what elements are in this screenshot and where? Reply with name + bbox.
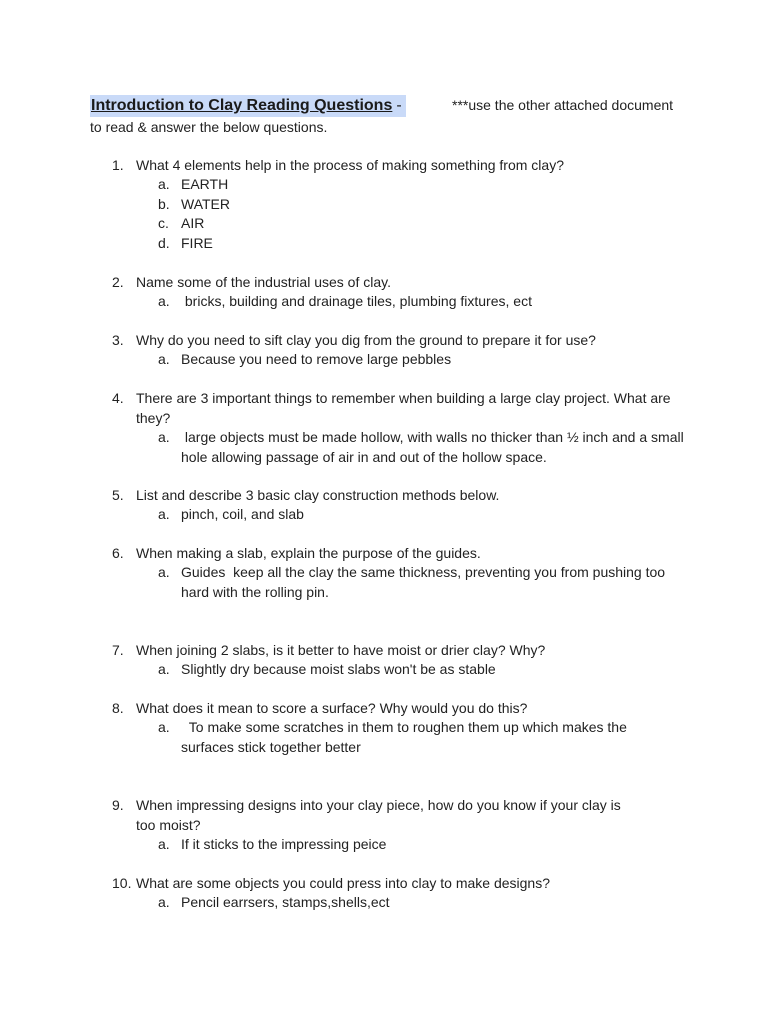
question-item [112,699,702,719]
answer-text: EARTH [181,176,229,192]
question-number: 4. [112,390,124,406]
question-number: 7. [112,642,124,658]
answer-item [158,428,686,467]
question-number: 1. [112,157,124,173]
question-text: When impressing designs into your clay piece, how do you know if your clay is too moist? [136,797,621,833]
answer-item [158,893,698,913]
answer-letter: a. [158,351,170,367]
question-text: When joining 2 slabs, is it better to have moist or drier clay? Why? [136,642,546,658]
answer-item [158,214,698,234]
question-text: There are 3 important things to remember when building a large clay project. What are they? [136,390,671,426]
answer-letter: a. [158,894,170,910]
answer-letter: a. [158,293,170,309]
answer-item [158,350,698,370]
answer-text: AIR [181,215,205,231]
answer-letter: a. [158,661,170,677]
question-number: 8. [112,700,124,716]
question-item [112,486,702,506]
instruction-note-continued: to read & answer the below questions. [90,119,328,135]
answer-item [158,718,683,757]
title-dash: - [396,95,405,117]
answer-letter: a. [158,176,170,192]
question-item [112,331,702,351]
question-item [112,544,702,564]
answer-text: large objects must be made hollow, with walls no thicker than ½ inch and a small hole allowing passage of air in and out of the hollow space. [181,429,688,465]
answer-text: pinch, coil, and slab [181,506,304,522]
answer-letter: b. [158,196,170,212]
answer-letter: d. [158,235,170,251]
answer-text: Slightly dry because moist slabs won't be as stable [181,661,496,677]
question-item [112,796,642,835]
question-number: 10. [112,875,132,891]
answer-text: Because you need to remove large pebbles [181,351,452,367]
answer-letter: a. [158,719,170,735]
answer-text: Pencil earrsers, stamps,shells,ect [181,894,390,910]
question-text: When making a slab, explain the purpose of the guides. [136,545,481,561]
answer-item [158,505,698,525]
page-title: Introduction to Clay Reading Questions [90,95,396,117]
answer-item [158,175,698,195]
question-text: What does it mean to score a surface? Why would you do this? [136,700,528,716]
answer-text: FIRE [181,235,213,251]
answer-letter: c. [158,215,169,231]
answer-item [158,195,698,215]
question-text: What are some objects you could press into clay to make designs? [136,875,550,891]
question-number: 6. [112,545,124,561]
answer-text: Guides keep all the clay the same thickness, preventing you from pushing too hard with the rolling pin. [181,564,669,600]
question-item [112,156,702,176]
question-text: What 4 elements help in the process of making something from clay? [136,157,564,173]
question-number: 5. [112,487,124,503]
answer-letter: a. [158,564,170,580]
question-number: 9. [112,797,124,813]
answer-text: bricks, building and drainage tiles, plumbing fixtures, ect [181,293,532,309]
answer-text: If it sticks to the impressing peice [181,836,387,852]
question-item [112,641,702,661]
answer-text: WATER [181,196,230,212]
answer-letter: a. [158,506,170,522]
answer-item [158,835,698,855]
answer-item [158,234,698,254]
answer-item [158,660,698,680]
question-item [112,874,702,894]
question-number: 3. [112,332,124,348]
answer-item [158,563,668,602]
question-text: List and describe 3 basic clay construction methods below. [136,487,500,503]
answer-text: To make some scratches in them to roughen them up which makes the surfaces stick together better [181,719,631,755]
answer-item [158,292,698,312]
question-text: Name some of the industrial uses of clay. [136,274,391,290]
question-text: Why do you need to sift clay you dig from the ground to prepare it for use? [136,332,596,348]
question-item [112,273,702,293]
question-item [112,389,682,428]
instruction-note: ***use the other attached document [452,97,674,113]
answer-letter: a. [158,429,170,445]
question-number: 2. [112,274,124,290]
answer-letter: a. [158,836,170,852]
